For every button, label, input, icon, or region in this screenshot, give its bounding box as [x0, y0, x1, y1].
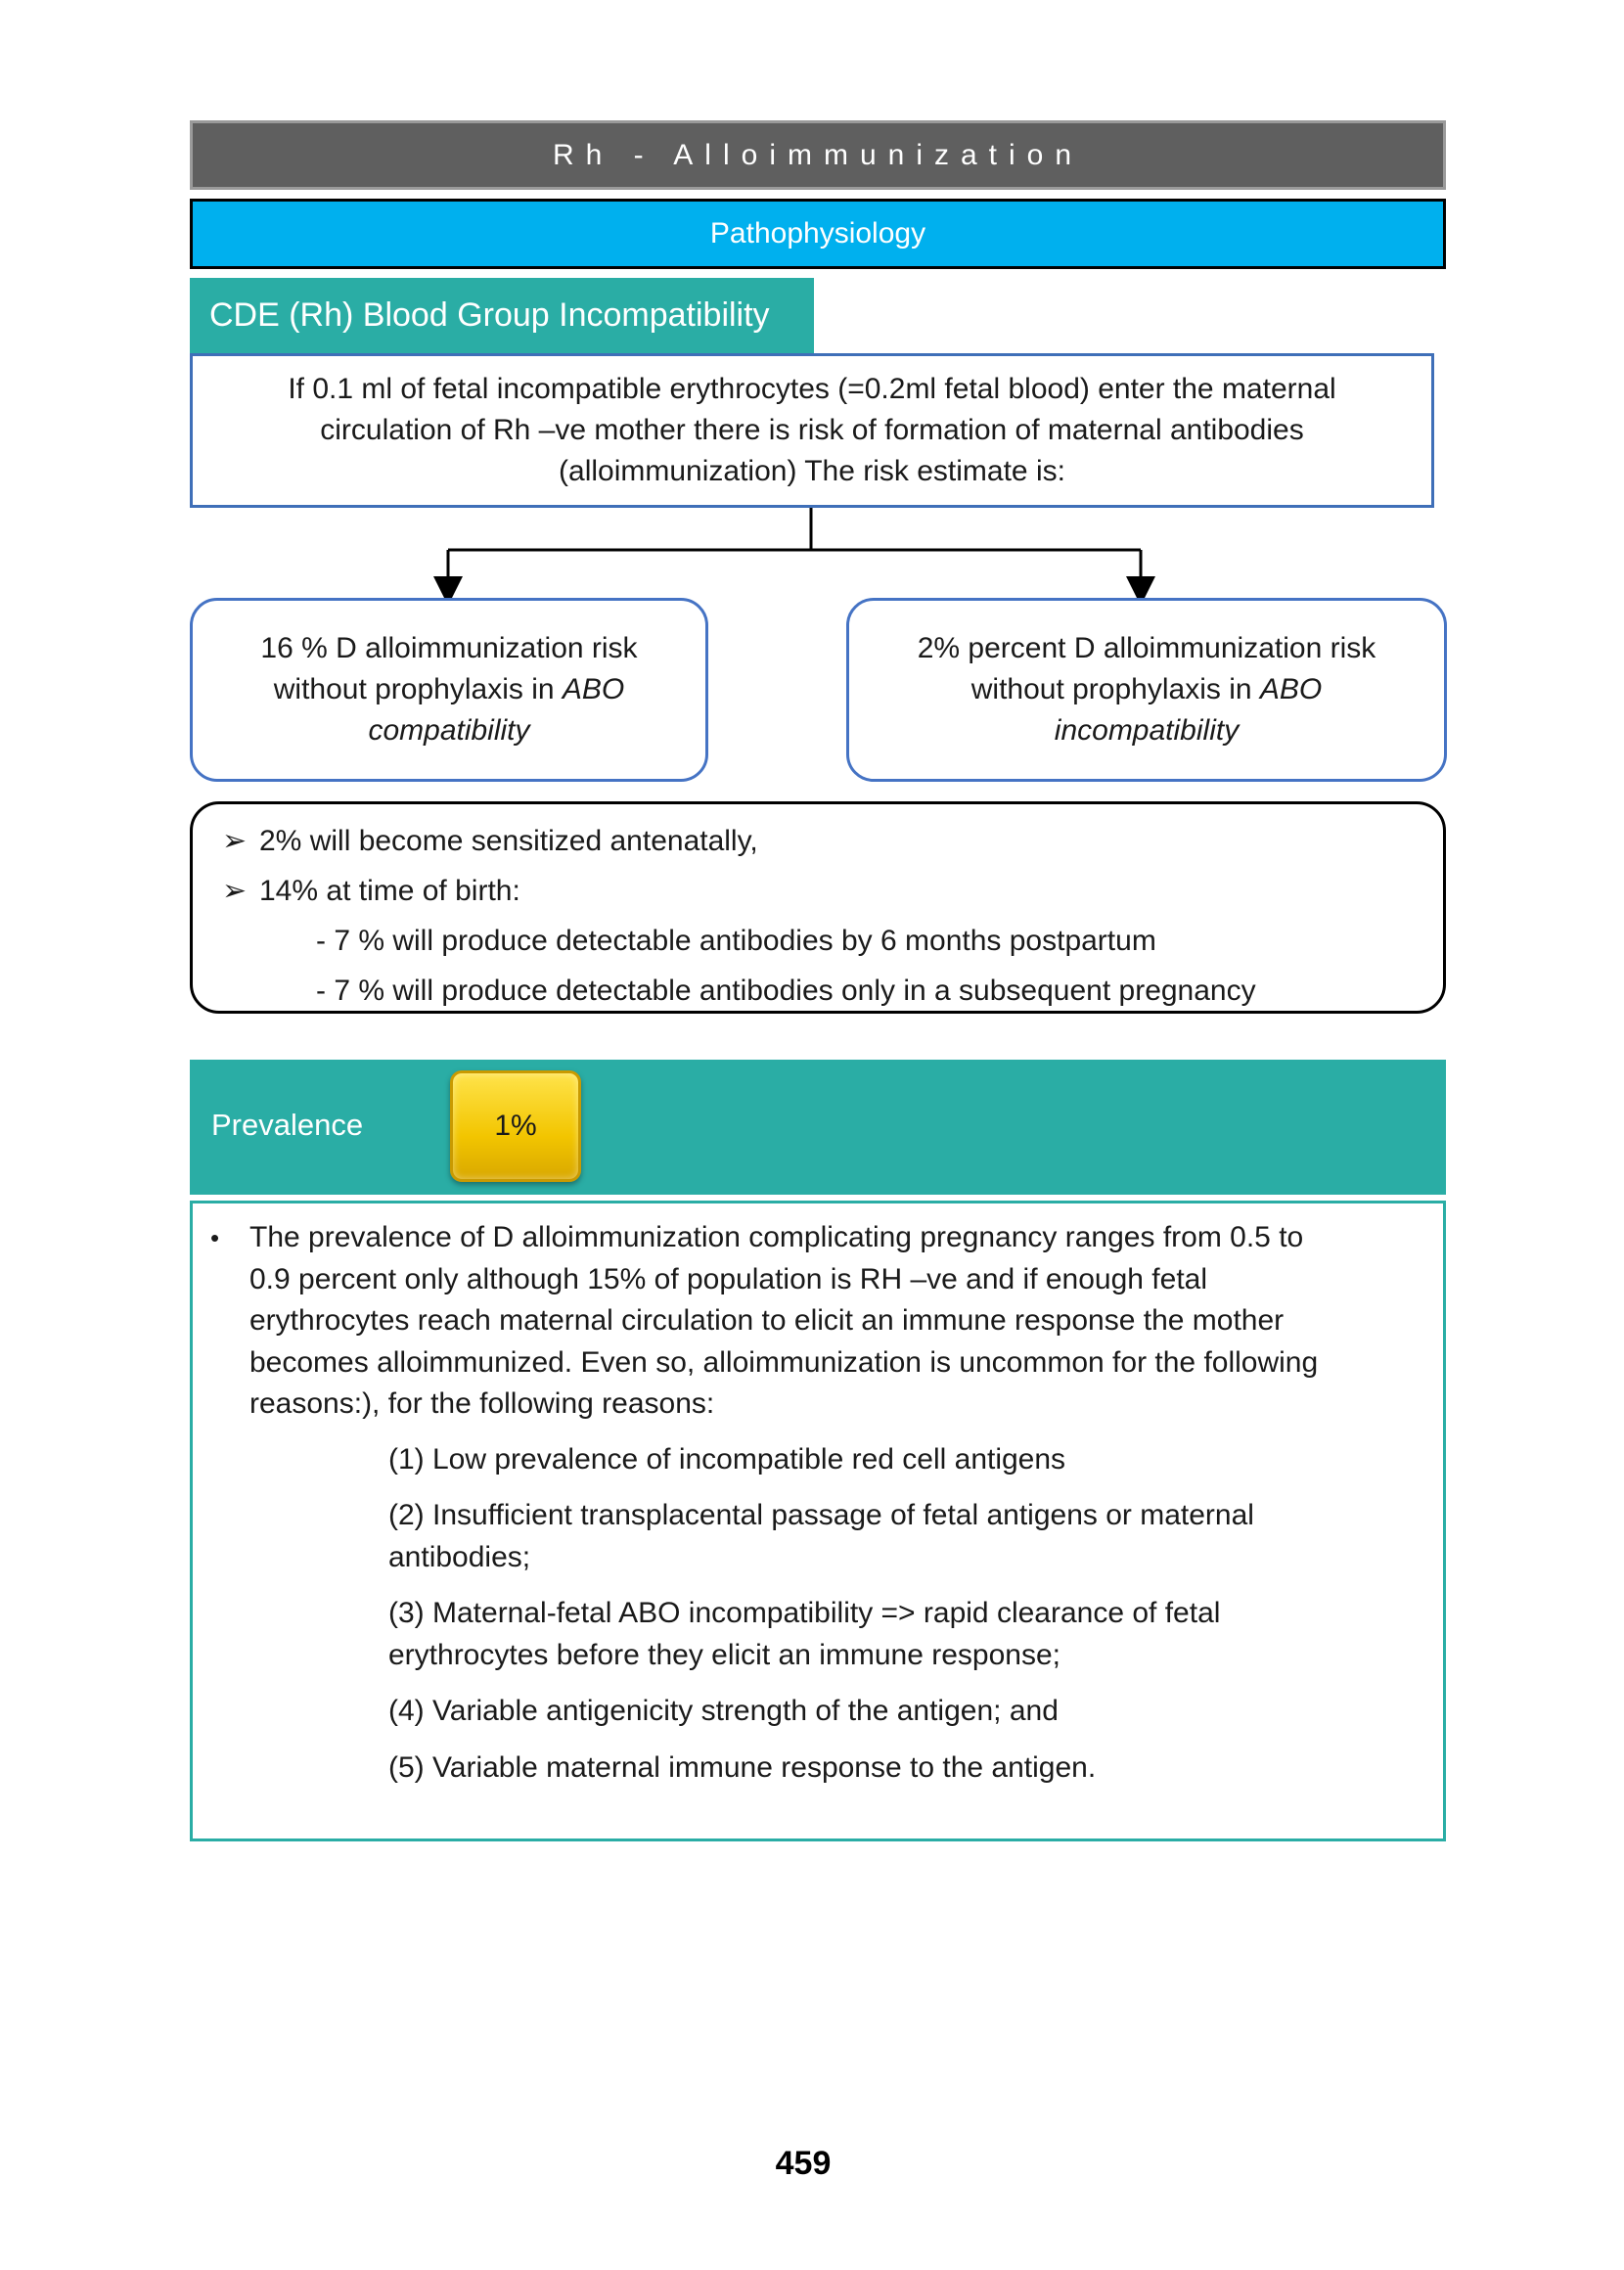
reason-line: (1) Low prevalence of incompatible red cell antigens [388, 1442, 1066, 1476]
sensitization-sub-item: - 7 % will produce detectable antibodies only in a subsequent pregnancy [316, 975, 1256, 1007]
cde-heading: CDE (Rh) Blood Group Incompatibility [190, 278, 814, 353]
risk-italic: compatibility [368, 714, 530, 747]
sensitization-item [222, 816, 1443, 866]
risk-italic: ABO [1259, 673, 1323, 705]
sensitization-text: 14% at time of birth: [259, 875, 520, 907]
flow-connector [0, 0, 1624, 626]
sensitization-text: 2% will become sensitized antenatally, [259, 825, 758, 857]
reason-line: (3) Maternal-fetal ABO incompatibility => rapid clearance of fetal [388, 1597, 1221, 1629]
sensitization-box [190, 801, 1446, 1014]
risk-line [918, 710, 1376, 751]
prevalence-header [190, 1060, 1446, 1195]
reason-item [388, 1593, 1414, 1676]
paragraph-line: becomes alloimmunized. Even so, alloimmunization is uncommon for the following [249, 1345, 1319, 1379]
reason-item [388, 1439, 1414, 1481]
arrowhead-bullet-icon: ➢ [222, 875, 248, 907]
reason-item [388, 1495, 1414, 1578]
risk-text: without prophylaxis in [970, 673, 1260, 705]
reason-item [388, 1691, 1414, 1733]
page-title: Rh - Alloimmunization [190, 120, 1446, 190]
reason-line: (2) Insufficient transplacental passage of fetal antigens or maternal [388, 1499, 1254, 1531]
sensitization-sub-item: - 7 % will produce detectable antibodies by 6 months postpartum [316, 925, 1156, 957]
paragraph-line: 0.9 percent only although 15% of population is RH –ve and if enough fetal [249, 1262, 1208, 1295]
risk-italic: incompatibility [1054, 714, 1240, 747]
risk-italic: ABO [562, 673, 625, 705]
prevalence-badge: 1% [450, 1070, 581, 1182]
reason-line: (4) Variable antigenicity strength of the antigen; and [388, 1695, 1059, 1727]
risk-line [918, 669, 1376, 710]
section-subtitle: Pathophysiology [190, 199, 1446, 269]
risk-line [260, 669, 637, 710]
risk-line: 2% percent D alloimmunization risk [917, 632, 1376, 664]
paragraph-line: The prevalence of D alloimmunization complicating pregnancy ranges from 0.5 to [249, 1221, 1304, 1253]
risk-line [260, 710, 637, 751]
intro-line: If 0.1 ml of fetal incompatible erythrocytes (=0.2ml fetal blood) enter the maternal [288, 373, 1336, 405]
risk-line: 16 % D alloimmunization risk [260, 632, 638, 664]
arrowhead-bullet-icon: ➢ [222, 825, 248, 857]
reason-line: antibodies; [388, 1540, 531, 1573]
reason-line: (5) Variable maternal immune response to the antigen. [388, 1750, 1097, 1784]
paragraph-line: reasons:), for the following reasons: [249, 1387, 715, 1420]
prevalence-paragraph [210, 1217, 1414, 1426]
risk-box-abo-incompatible [846, 598, 1447, 782]
risk-box-abo-compatible [190, 598, 708, 782]
prevalence-box [190, 1201, 1446, 1841]
reason-line: erythrocytes before they elicit an immune response; [388, 1638, 1060, 1671]
intro-line: (alloimmunization) The risk estimate is: [559, 455, 1065, 487]
intro-line: circulation of Rh –ve mother there is risk of formation of maternal antibodies [320, 414, 1304, 446]
risk-text: without prophylaxis in [273, 673, 563, 705]
prevalence-label: Prevalence [211, 1108, 364, 1142]
paragraph-line: erythrocytes reach maternal circulation to elicit an immune response the mother [249, 1304, 1285, 1337]
reasons-list [210, 1439, 1414, 1790]
bullet-dot-icon: • [210, 1223, 220, 1252]
reason-item [388, 1748, 1414, 1790]
page-number: 459 [775, 2145, 832, 2182]
sensitization-item [222, 866, 1443, 916]
